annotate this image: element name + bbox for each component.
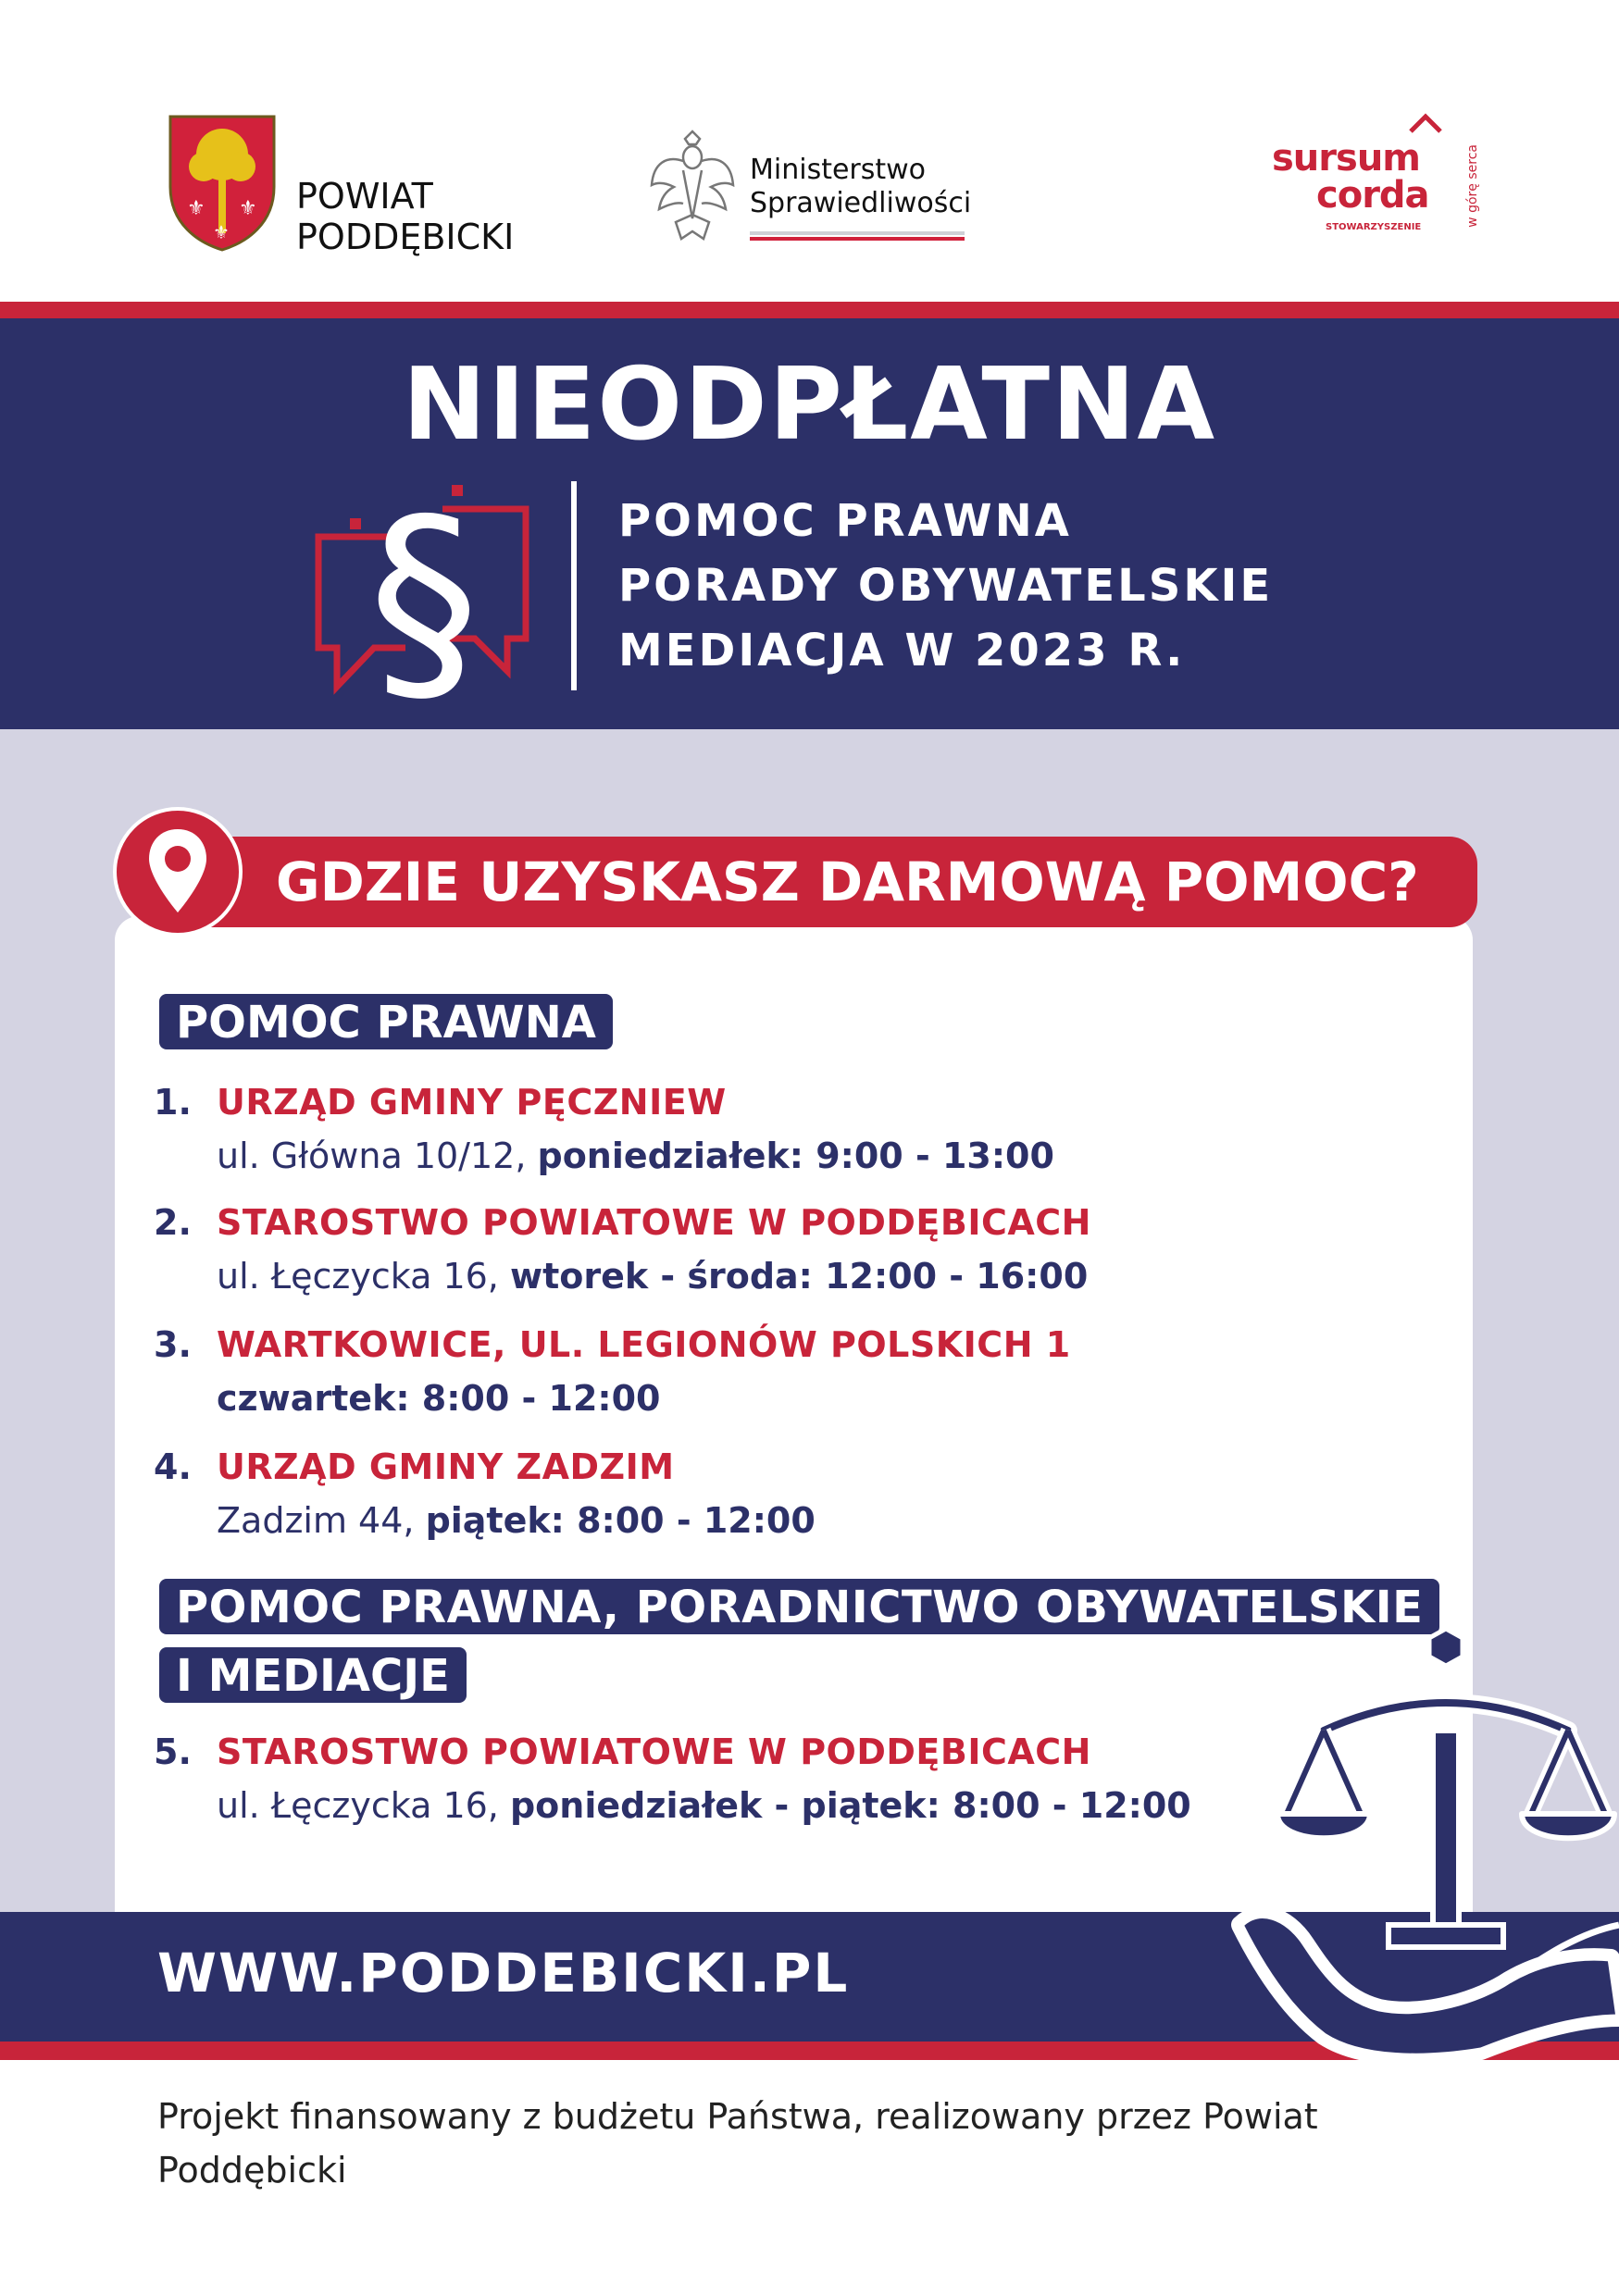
banner-line-1: POMOC PRAWNA	[618, 495, 1072, 547]
item-hours: piątek: 8:00 - 12:00	[425, 1500, 816, 1541]
powiat-name-line2: PODDĘBICKI	[296, 217, 515, 257]
funding-note: Projekt finansowany z budżetu Państwa, realizowany przez Powiat Poddębicki	[157, 2096, 1318, 2191]
stowarzyszenie-label: STOWARZYSZENIE	[1326, 222, 1422, 232]
caret-up-icon	[1407, 113, 1444, 135]
list-item	[154, 1318, 1071, 1425]
group-label-mediation: I MEDIACJE	[159, 1647, 467, 1703]
banner-red-stripe	[0, 302, 1619, 318]
group-label-legal-aid: POMOC PRAWNA	[159, 994, 613, 1049]
item-number: 5.	[154, 1731, 192, 1772]
item-address: Zadzim 44,	[217, 1500, 426, 1541]
banner-title: NIEODPŁATNA	[402, 347, 1217, 463]
banner-divider	[571, 481, 577, 690]
section-heading: GDZIE UZYSKASZ DARMOWĄ POMOC?	[276, 850, 1419, 913]
svg-text:⚜: ⚜	[187, 197, 205, 220]
item-name: WARTKOWICE, UL. LEGIONÓW POLSKICH 1	[217, 1324, 1071, 1365]
item-number: 3.	[154, 1324, 192, 1365]
svg-text:§: §	[368, 472, 479, 703]
item-hours: poniedziałek: 9:00 - 13:00	[537, 1136, 1054, 1176]
item-number: 1.	[154, 1082, 192, 1123]
item-name: URZĄD GMINY PĘCZNIEW	[217, 1082, 727, 1123]
map-pin-icon	[143, 825, 212, 918]
coat-of-arms-icon	[167, 113, 278, 252]
item-name: STAROSTWO POWIATOWE W PODDĘBICACH	[217, 1731, 1091, 1772]
list-item	[154, 1440, 816, 1547]
item-name: URZĄD GMINY ZADZIM	[217, 1446, 675, 1487]
group-label-legal-civic-mediation: POMOC PRAWNA, PORADNICTWO OBYWATELSKIE	[159, 1579, 1439, 1634]
item-hours: poniedziałek - piątek: 8:00 - 12:00	[509, 1785, 1191, 1826]
list-item	[154, 1196, 1091, 1303]
svg-text:⚜: ⚜	[213, 221, 230, 243]
item-name: STAROSTWO POWIATOWE W PODDĘBICACH	[217, 1202, 1091, 1243]
hand-with-scales-icon	[1203, 1629, 1619, 2060]
item-address: ul. Łęczycka 16,	[217, 1785, 510, 1826]
ministry-name-line1: Ministerstwo	[750, 154, 927, 186]
powiat-name-line1: POWIAT	[296, 176, 433, 217]
item-number: 4.	[154, 1446, 192, 1487]
sursum-corda-logo	[1250, 111, 1509, 259]
ministry-flag-red	[750, 237, 965, 241]
ministry-name-line2: Sprawiedliwości	[750, 187, 972, 219]
ministry-logo	[648, 137, 990, 257]
eagle-icon	[648, 130, 737, 244]
powiat-logo	[167, 113, 537, 257]
banner-subtitle	[618, 489, 1273, 683]
svg-text:⚜: ⚜	[239, 197, 257, 220]
item-hours: czwartek: 8:00 - 12:00	[217, 1378, 661, 1419]
sursum-word: sursum	[1272, 137, 1420, 180]
item-address: ul. Łęczycka 16,	[217, 1256, 510, 1297]
banner-line-2: PORADY OBYWATELSKIE	[618, 560, 1274, 612]
corda-word: corda	[1316, 174, 1429, 217]
item-address: ul. Główna 10/12,	[217, 1136, 538, 1176]
paragraph-speech-bubbles-icon	[313, 472, 535, 703]
list-item	[154, 1075, 1054, 1183]
list-item	[154, 1725, 1191, 1832]
w-gore-serca-label: w górę serca	[1465, 144, 1480, 228]
item-number: 2.	[154, 1202, 192, 1243]
website-url[interactable]: WWW.PODDEBICKI.PL	[157, 1942, 850, 2004]
ministry-flag-white	[750, 231, 965, 235]
item-hours: wtorek - środa: 12:00 - 16:00	[509, 1256, 1089, 1297]
banner-line-3: MEDIACJA W 2023 R.	[618, 625, 1186, 676]
